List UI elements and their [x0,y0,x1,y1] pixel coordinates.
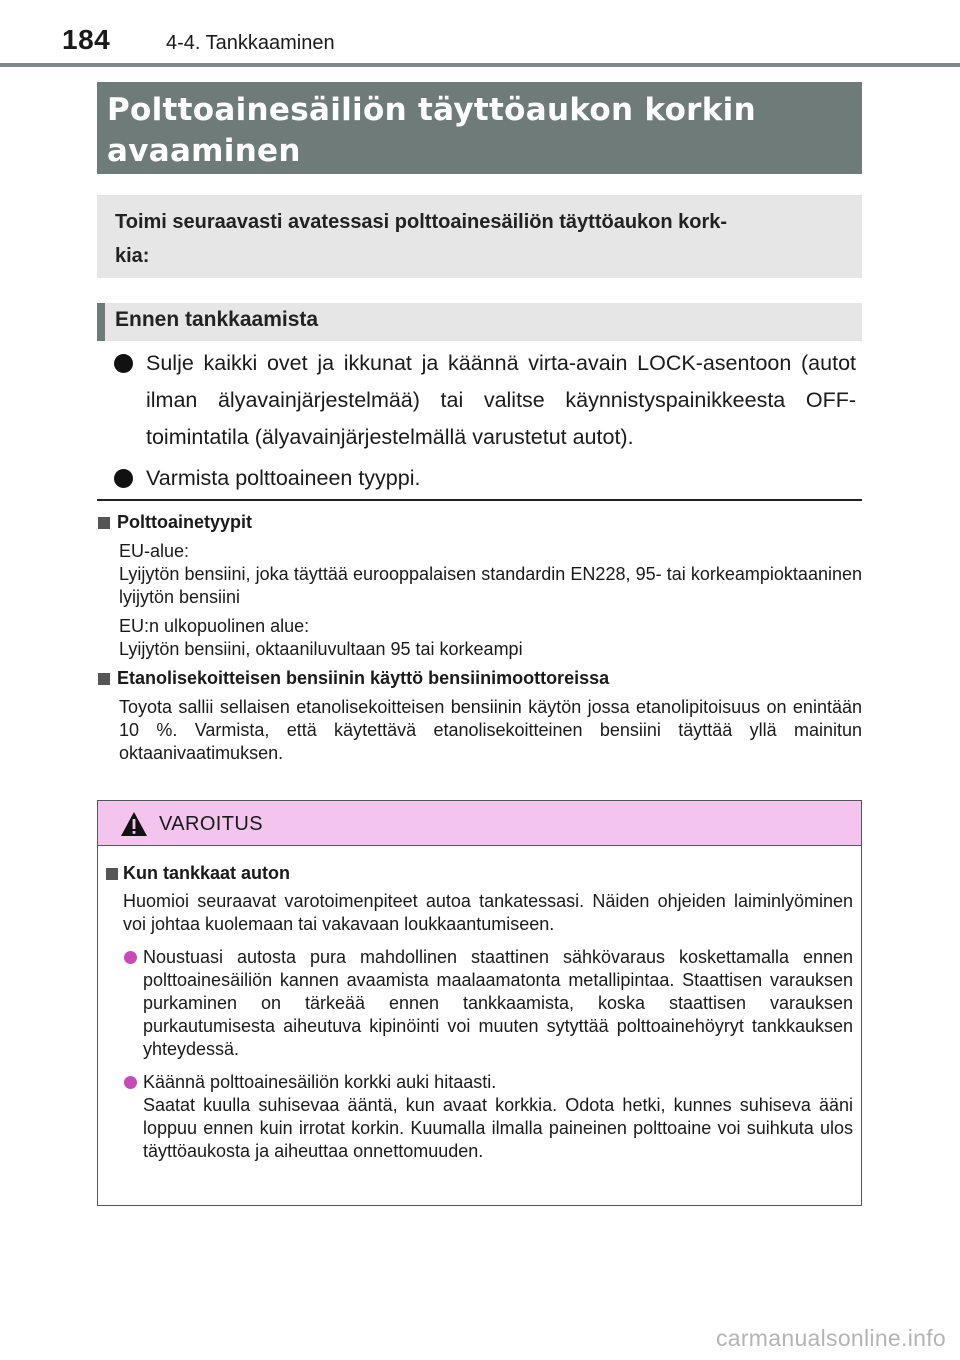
square-bullet-icon [98,673,110,685]
notes-section [97,511,862,771]
warning-body [98,846,861,1163]
list-item-text: Varmista polttoaineen tyyppi. [146,466,421,490]
before-refueling-heading: Ennen tankkaamista [115,308,319,331]
page-header [0,0,960,68]
non-eu-label: EU:n ulkopuolinen alue: [119,616,310,636]
eu-text: Lyijytön bensiini, joka täyttää eurooppalaisen standardin EN228, 95- tai korkeampioktaaninen lyijytön bensiini [119,564,862,607]
warning-bullet-2-line-2: Saatat kuulla suhisevaa ääntä, kun avaat korkkia. Odota hetki, kunnes suhiseva ääni loppuu ennen kuin irrotat korkin. Kuumalla ilmalla paineinen polttoaine voi suihkuta ulos täyttöaukosta ja aiheuttaa onnettomuuden. [143,1095,853,1161]
warning-box [97,800,862,1206]
list-item [106,946,853,1061]
list-item-text: Sulje kaikki ovet ja ikkunat ja käännä virta-avain LOCK-asentoon (autot ilman älyavainjärjestelmää) tai valitse käynnistyspainikkeesta OFF-toimintatila (älyavainjärjestelmällä varustetut autot). [146,351,856,449]
list-item [114,460,856,497]
page-title [107,90,850,172]
fuel-types-heading-text: Polttoainetyypit [117,512,253,532]
bullet-icon [124,1076,137,1089]
list-item [114,345,856,456]
watermark: carmanualsonline.info [715,1325,946,1351]
non-eu-text: Lyijytön bensiini, oktaaniluvultaan 95 tai korkeampi [119,639,523,659]
bullet-icon [124,951,137,964]
warning-triangle-icon [120,811,148,837]
warning-heading [106,862,853,885]
non-eu-fuel-paragraph [97,615,862,661]
bullet-icon [114,469,133,488]
header-divider [0,63,960,67]
warning-heading-text: Kun tankkaat auton [123,863,291,883]
square-bullet-icon [106,868,118,880]
warning-bullet-1-text: Noustuasi autosta pura mahdollinen staattinen sähkövaraus koskettamalla ennen polttoainesäiliön kannen avaamista maalaamatonta metallipintaa. Staattisen varauksen purkaminen on tärkeää ennen tankkaamista, koska staattisen varauksen purkautumisesta aiheutuva kipinöinti voi muuten sytyttää polttoainehöyryt tankkauksen yhteydessä. [143,947,853,1059]
fuel-types-heading [97,511,862,534]
ethanol-heading [97,667,862,690]
square-bullet-icon [98,517,110,529]
section-title: 4-4. Tankkaaminen [166,32,335,54]
page-number: 184 [62,24,111,55]
page-title-line-1: Polttoainesäiliön täyttöaukon korkin [107,92,756,128]
intro-line-2: kia: [115,245,150,267]
ethanol-heading-text: Etanolisekoitteisen bensiinin käyttö bensiinimoottoreissa [117,668,610,688]
warning-header [98,801,861,846]
ethanol-paragraph [97,696,862,765]
page-title-line-2: avaaminen [107,133,301,169]
warning-label: VAROITUS [159,813,263,835]
before-refueling-heading-box [97,303,862,341]
warning-intro: Huomioi seuraavat varotoimenpiteet autoa tankatessasi. Näiden ohjeiden laiminlyöminen voi johtaa kuolemaan tai vakavaan loukkaantumiseen. [123,891,853,934]
before-refueling-list [114,345,856,501]
section-divider [97,499,862,501]
ethanol-text: Toyota sallii sellaisen etanolisekoitteisen bensiinin käytön jossa etanolipitoisuus on enintään 10 %. Varmista, että käytettävä etanolisekoitteinen bensiini täyttää yllä mainitun oktaanivaatimuksen. [119,697,862,763]
intro-box [97,195,862,278]
intro-text [115,205,846,273]
intro-line-1: Toimi seuraavasti avatessasi polttoainesäiliön täyttöaukon kork- [115,211,728,233]
page-title-box [97,82,862,174]
warning-bullet-2-line-1: Käännä polttoainesäiliön korkki auki hitaasti. [143,1072,497,1092]
eu-fuel-paragraph [97,540,862,609]
eu-label: EU-alue: [119,541,190,561]
list-item [106,1071,853,1163]
bullet-icon [114,354,133,373]
